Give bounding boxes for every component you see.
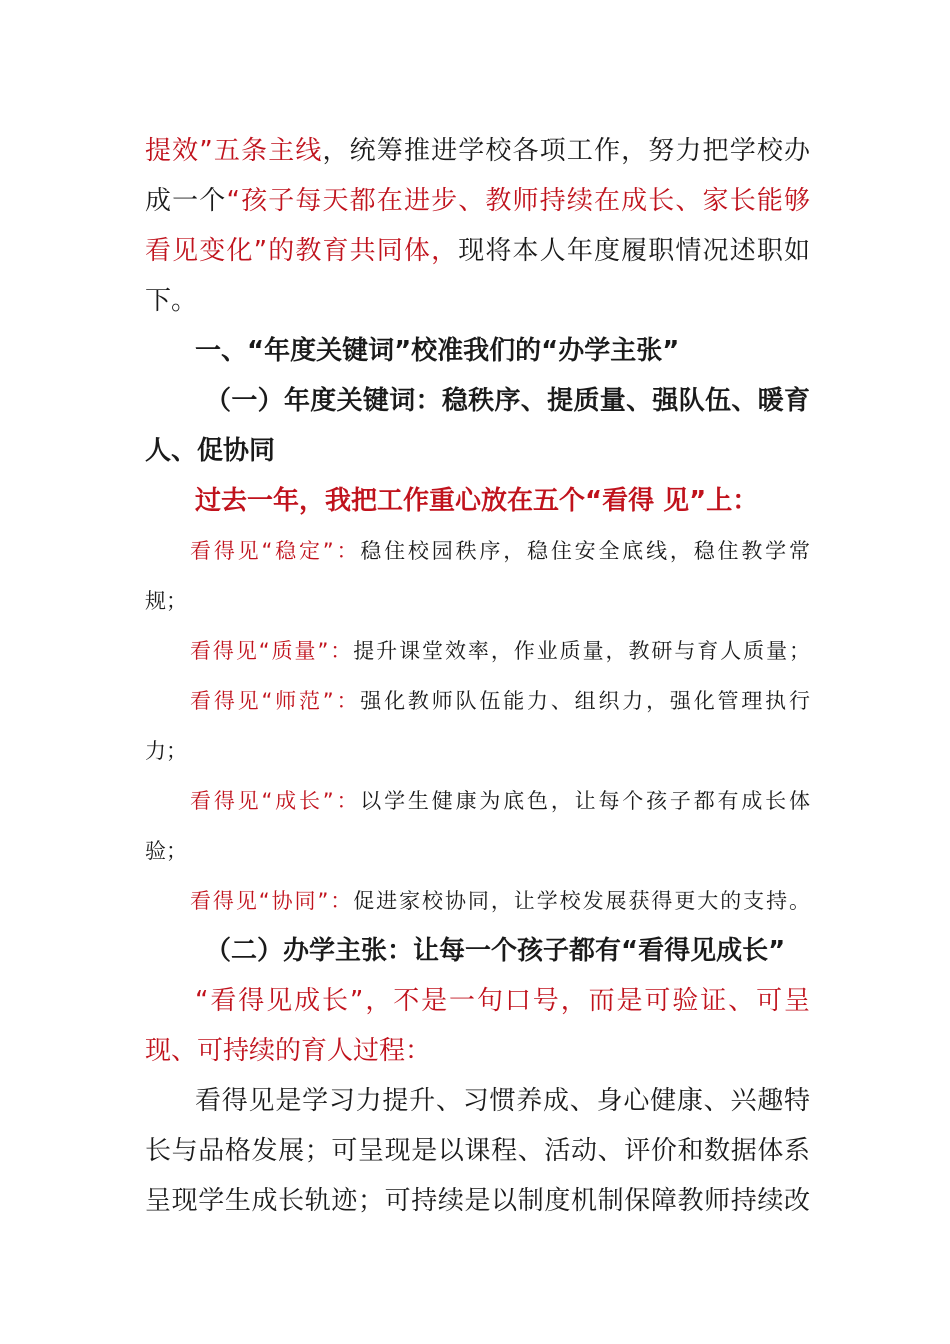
keyword-desc: 提升课堂效率，作业质量，教研与育人质量； [353, 639, 810, 663]
body-text: 长与品格发展；可呈现是以课程、活动、评价和数据体系 [145, 1136, 810, 1166]
body-text: 呈现学生成长轨迹；可持续是以制度机制保障教师持续改 [145, 1186, 810, 1216]
body-text: 下。 [145, 286, 198, 316]
keyword-label: 看得见“成长”： [190, 789, 361, 813]
heading-text: （二）办学主张：让每一个孩子都有“看得见成长” [205, 936, 786, 966]
keyword-desc: 稳住校园秩序，稳住安全底线，稳住教学常 [360, 539, 810, 563]
keyword-desc: 验； [145, 839, 187, 863]
body-text: ，统筹推进学校各项工作，努力把学校办 [322, 136, 810, 166]
body-line-2 [145, 184, 810, 218]
intro-line [195, 484, 810, 518]
highlight-text: 提效”五条主线 [145, 136, 323, 166]
paragraph-line-3 [145, 1184, 810, 1218]
keyword-label: 看得见“稳定”： [190, 539, 361, 563]
subsection-heading-2 [205, 934, 810, 968]
section-heading-1 [195, 334, 810, 368]
quote-line-1 [195, 984, 810, 1018]
body-line-1 [145, 134, 810, 168]
keyword-item-growth [190, 786, 810, 816]
paragraph-line-2 [145, 1134, 810, 1168]
keyword-item-stability [190, 536, 810, 566]
highlight-text: “孩子每天都在进步、教师持续在成长、家长能够 [226, 186, 810, 216]
heading-text: （一）年度关键词：稳秩序、提质量、强队伍、暖育 [205, 386, 810, 416]
body-text: 成一个 [145, 186, 227, 216]
paragraph-line-1 [195, 1084, 810, 1118]
keyword-item-teachers-cont [145, 736, 810, 766]
heading-text: 一、“年度关键词”校准我们的“办学主张” [195, 336, 680, 366]
keyword-desc: 促进家校协同，让学校发展获得更大的支持。 [353, 889, 810, 913]
keyword-item-teachers [190, 686, 810, 716]
keyword-item-growth-cont [145, 836, 810, 866]
keyword-item-collaboration [190, 886, 810, 916]
body-text: 现将本人年度履职情况述职如 [458, 236, 810, 266]
body-line-3 [145, 234, 810, 268]
body-line-4 [145, 284, 810, 318]
keyword-item-quality [190, 636, 810, 666]
keyword-desc: 规； [145, 589, 187, 613]
keyword-label: 看得见“师范”： [190, 689, 361, 713]
keyword-item-stability-cont [145, 586, 810, 616]
highlight-text: 过去一年，我把工作重心放在五个“看得 见”上： [195, 486, 759, 516]
subsection-heading-1 [205, 384, 810, 418]
keyword-label: 看得见“质量”： [190, 639, 354, 663]
keyword-desc: 力； [145, 739, 187, 763]
keyword-desc: 以学生健康为底色，让每个孩子都有成长体 [360, 789, 810, 813]
highlight-text: 看见变化”的教育共同体， [145, 236, 459, 266]
quote-line-2 [145, 1034, 810, 1068]
highlight-text: 现、可持续的育人过程： [145, 1036, 432, 1066]
keyword-label: 看得见“协同”： [190, 889, 354, 913]
subsection-heading-1-cont [145, 434, 810, 468]
keyword-desc: 强化教师队伍能力、组织力，强化管理执行 [360, 689, 810, 713]
body-text: 看得见是学习力提升、习惯养成、身心健康、兴趣特 [195, 1086, 810, 1116]
heading-text: 人、促协同 [145, 436, 276, 466]
highlight-text: “看得见成长”，不是一句口号，而是可验证、可呈 [195, 986, 810, 1016]
